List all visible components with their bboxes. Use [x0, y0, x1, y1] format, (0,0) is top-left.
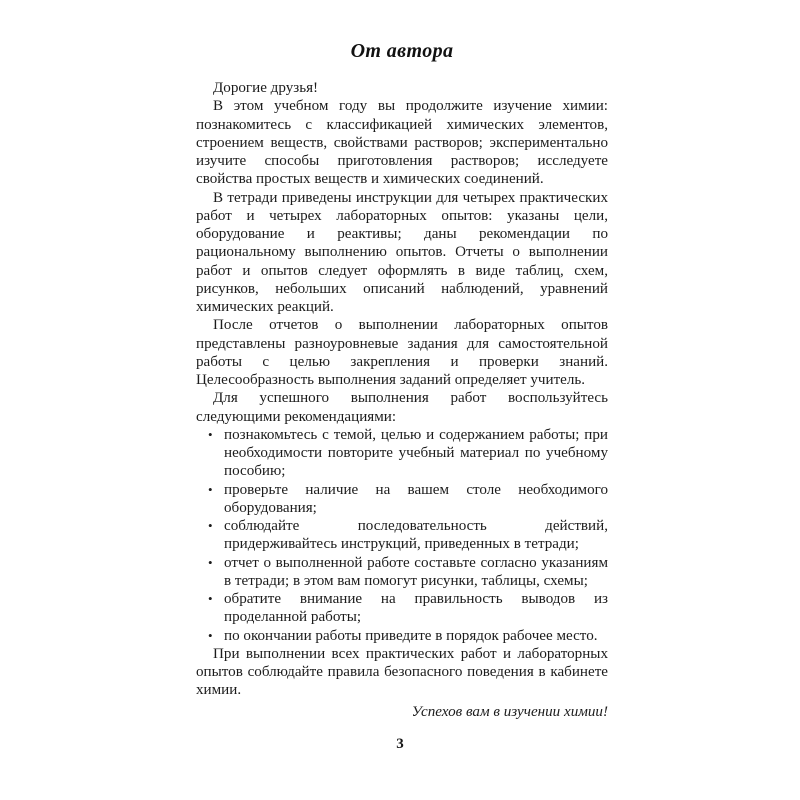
signoff-line: Успехов вам в изучении химии!: [411, 703, 608, 720]
list-item: [204, 590, 608, 627]
bullet-icon: •: [208, 518, 213, 533]
list-item: [204, 554, 608, 591]
bullet-icon: •: [208, 554, 213, 570]
greeting-line: Дорогие друзья!: [213, 80, 319, 96]
list-item-label: отчет о выполненной работе составьте согласно указаниям в тетради; в этом вам помогут рисунки, таблицы, схемы;: [224, 554, 608, 589]
list-item-label: познакомьтесь с темой, целью и содержанием работы; при необходимости повторите учебный материал по учебному пособию;: [224, 426, 608, 480]
recommendations-list: [196, 426, 608, 645]
page-title: От автора: [350, 40, 454, 62]
closing-paragraph: При выполнении всех практических работ и лабораторных опытов соблюдайте правила безопасного поведения в кабинете химии.: [196, 645, 608, 699]
list-item: [204, 517, 608, 554]
text-column: [196, 40, 608, 721]
bullet-icon: •: [208, 591, 213, 606]
list-item-label: проверьте наличие на вашем столе необходимого оборудования;: [224, 481, 608, 516]
list-item: [204, 426, 608, 481]
bullet-icon: •: [208, 426, 213, 442]
bullet-icon: •: [208, 481, 213, 497]
bullet-icon: •: [208, 627, 213, 643]
page-number: 3: [396, 736, 404, 752]
paragraph-3: После отчетов о выполнении лабораторных опытов представлены разноуровневые задания для самостоятельной работы с целью закрепления и проверки знаний. Целесообразность выполнения заданий определяет учитель.: [196, 317, 608, 388]
list-item-label: по окончании работы приведите в порядок рабочее место.: [224, 627, 598, 644]
list-item-label: соблюдайте последовательность действий, придерживайтесь инструкций, приведенных в тетради;: [224, 518, 608, 553]
paragraph-4: Для успешного выполнения работ воспользуйтесь следующими рекомендациями:: [196, 390, 608, 425]
paragraph-2: В тетради приведены инструкции для четырех практических работ и четырех лабораторных опытов: указаны цели, оборудование и реактивы; даны рекомендации по рациональному выполнению опытов. Отчеты о выполнении работ и опытов следует оформлять в виде таблиц, схем, рисунков, небольших описаний наблюдений, уравнений химических реакций.: [196, 189, 608, 315]
list-item: [204, 627, 608, 645]
paragraph-1: В этом учебном году вы продолжите изучение химии: познакомитесь с классификацией химических элементов, строением веществ, свойствами растворов; экспериментально изучите способы приготовления растворов; исследуете свойства простых веществ и химических соединений.: [196, 98, 608, 188]
list-item: [204, 481, 608, 518]
list-item-label: обратите внимание на правильность выводов из проделанной работы;: [224, 591, 608, 626]
